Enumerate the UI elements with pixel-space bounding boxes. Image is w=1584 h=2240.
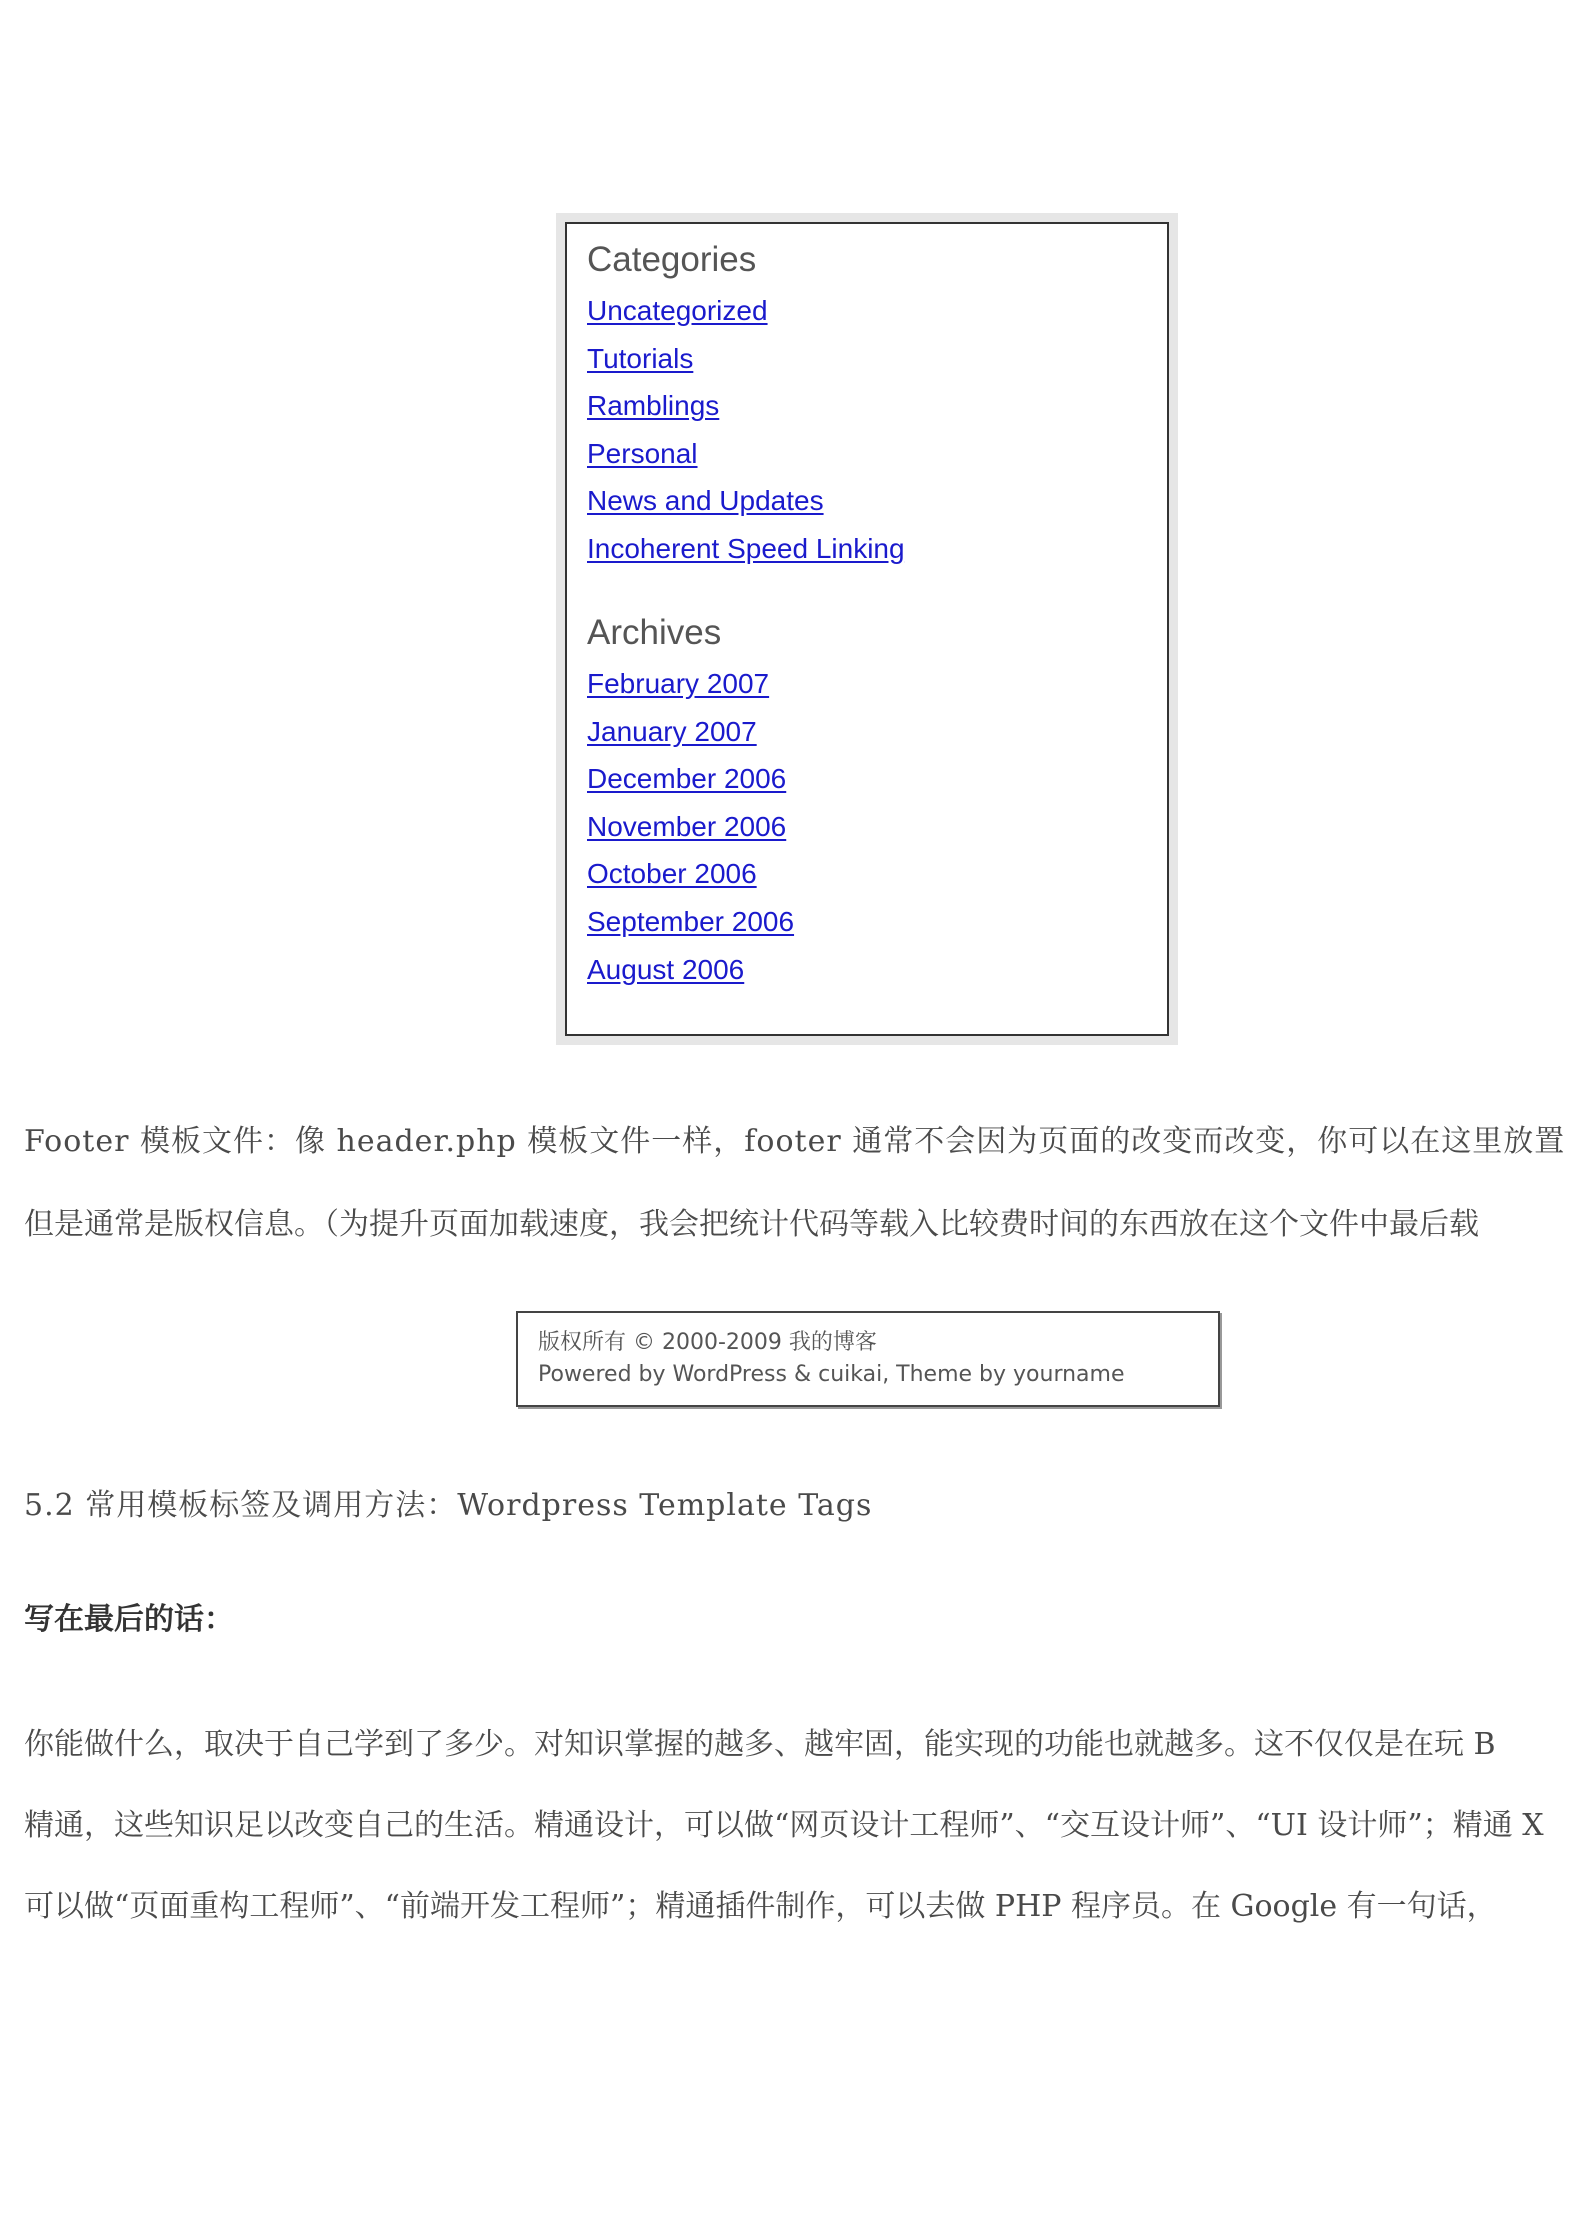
archives-title: Archives (587, 613, 722, 652)
closing-heading: 写在最后的话： (24, 1602, 234, 1637)
list-item (587, 803, 794, 851)
footer-paragraph-line-2: 但是通常是版权信息。（为提升页面加载速度，我会把统计代码等载入比较费时间的东西放在这个文件中最后载 (24, 1207, 1479, 1242)
archive-link-december-2006[interactable]: December 2006 (587, 763, 787, 795)
closing-paragraph-line-1: 你能做什么，取决于自己学到了多少。对知识掌握的越多、越牢固，能实现的功能也就越多。这不仅仅是在玩 B (24, 1727, 1496, 1762)
closing-paragraph-line-2: 精通，这些知识足以改变自己的生活。精通设计，可以做“网页设计工程师”、“交互设计师”、“UI 设计师”；精通 X (24, 1808, 1544, 1843)
category-link-tutorials[interactable]: Tutorials (587, 342, 694, 374)
footer-paragraph-line-1: Footer 模板文件：像 header.php 模板文件一样，footer 通常不会因为页面的改变而改变，你可以在这里放置 (24, 1124, 1566, 1159)
list-item (587, 708, 794, 756)
categories-title: Categories (587, 240, 757, 279)
list-item (587, 946, 794, 994)
archive-link-january-2007[interactable]: January 2007 (587, 715, 757, 747)
list-item (587, 850, 794, 898)
sidebar-widget-frame (565, 222, 1169, 1036)
footer-powered-text: Powered by WordPress & cuikai, Theme by yourname (538, 1362, 1125, 1387)
section-5-2-heading: 5.2 常用模板标签及调用方法：Wordpress Template Tags (24, 1488, 873, 1523)
list-item (587, 477, 905, 525)
list-item (587, 382, 905, 430)
list-item (587, 430, 905, 478)
category-link-ramblings[interactable]: Ramblings (587, 390, 720, 422)
list-item (587, 335, 905, 383)
archive-link-november-2006[interactable]: November 2006 (587, 810, 787, 842)
category-link-uncategorized[interactable]: Uncategorized (587, 295, 768, 326)
archive-link-february-2007[interactable]: February 2007 (587, 668, 770, 699)
footer-example-image (516, 1311, 1220, 1407)
closing-paragraph-line-3: 可以做“页面重构工程师”、“前端开发工程师”；精通插件制作，可以去做 PHP 程序员。在 Google 有一句话， (24, 1889, 1497, 1924)
categories-list (587, 287, 905, 573)
category-link-news-and-updates[interactable]: News and Updates (587, 485, 824, 517)
category-link-incoherent-speed-linking[interactable]: Incoherent Speed Linking (587, 532, 905, 564)
sidebar-widget-image (556, 213, 1178, 1045)
list-item (587, 287, 905, 335)
archive-link-august-2006[interactable]: August 2006 (587, 953, 745, 985)
list-item (587, 660, 794, 708)
list-item (587, 525, 905, 573)
archive-link-october-2006[interactable]: October 2006 (587, 858, 757, 890)
footer-copyright-text: 版权所有 © 2000-2009 我的博客 (538, 1330, 877, 1355)
archive-link-september-2006[interactable]: September 2006 (587, 905, 795, 937)
list-item (587, 755, 794, 803)
list-item (587, 898, 794, 946)
category-link-personal[interactable]: Personal (587, 437, 698, 469)
archives-list (587, 660, 794, 993)
